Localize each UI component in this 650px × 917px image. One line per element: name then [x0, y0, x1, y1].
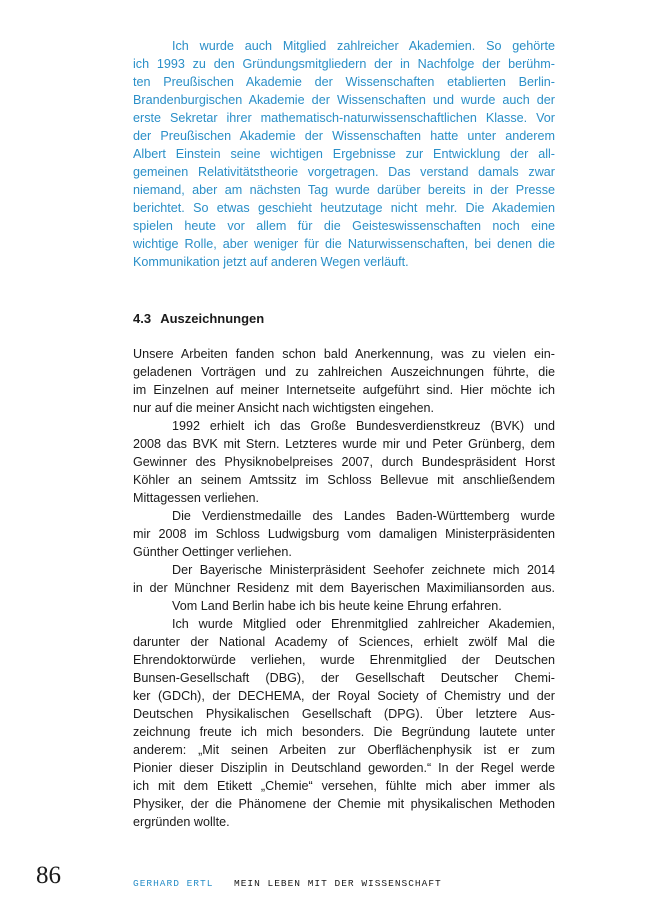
body-line: Gewinner des Physiknobelpreises 2007, durch Bundespräsident Horst — [133, 455, 555, 469]
quote-line: Brandenburgischen Akademie der Wissenschaften und wurde auch der — [133, 93, 555, 107]
quote-line: ich 1993 zu den Gründungsmitgliedern der in Nachfolge der berühm- — [133, 57, 555, 71]
body-line: anderem: „Mit seinen Arbeiten zur Oberflächenphysik ist er zum — [133, 743, 555, 757]
body-line: Ehrendoktorwürde verliehen, wurde Ehrenmitglied der Deutschen — [133, 653, 555, 667]
quote-line: gemeinen Relativitätstheorie vorgetragen. Das verstand damals zwar — [133, 165, 555, 179]
quote-line: spielen heute vor allem für die Geisteswissenschaften noch eine — [133, 219, 555, 233]
quote-line: niemand, aber am nächsten Tag wurde darüber bereits in der Presse — [133, 183, 555, 197]
body-line: Deutschen Physikalischen Gesellschaft (DPG). Über letztere Aus- — [133, 707, 555, 721]
quote-line: Ich wurde auch Mitglied zahlreicher Akademien. So gehörte — [172, 39, 555, 53]
page-number: 86 — [36, 862, 61, 889]
body-line: geladenen Vorträgen und zu zahlreichen Auszeichnungen führte, die — [133, 365, 555, 379]
quote-line: ten Preußischen Akademie der Wissenschaften etablierten Berlin- — [133, 75, 555, 89]
body-line: ker (GDCh), der DECHEMA, der Royal Society of Chemistry und der — [133, 689, 555, 703]
running-footer-title: MEIN LEBEN MIT DER WISSENSCHAFT — [234, 878, 442, 889]
body-line: ich mit dem Etikett „Chemie“ versehen, fühlte mich aber immer als — [133, 779, 555, 793]
body-line: Vom Land Berlin habe ich bis heute keine Ehrung erfahren. — [172, 599, 502, 613]
body-line: in der Münchner Residenz mit dem Bayerischen Maximiliansorden aus. — [133, 581, 555, 595]
quote-line: der Preußischen Akademie der Wissenschaften hatte unter anderem — [133, 129, 555, 143]
body-line: zeichnung freute ich mich besonders. Die Begründung lautete unter — [133, 725, 555, 739]
section-number: 4.3 — [133, 311, 152, 326]
body-line: Unsere Arbeiten fanden schon bald Anerkennung, was zu vielen ein- — [133, 347, 555, 361]
body-line: Köhler an seinem Amtssitz im Schloss Bellevue mit anschließendem — [133, 473, 555, 487]
body-line: Physiker, der die Phänomene der Chemie mit physikalischen Methoden — [133, 797, 555, 811]
body-line: ergründen wollte. — [133, 815, 230, 829]
running-footer-author: GERHARD ERTL — [133, 878, 214, 889]
body-line: Pionier dieser Disziplin in Deutschland geworden.“ In der Regel werde — [133, 761, 555, 775]
quote-line: berichtet. So etwas geschieht heutzutage nicht mehr. Die Akademien — [133, 201, 555, 215]
body-line: Der Bayerische Ministerpräsident Seehofer zeichnete mich 2014 — [172, 563, 555, 577]
quote-line: wichtige Rolle, aber weniger für die Naturwissenschaften, bei denen die — [133, 237, 555, 251]
body-line: Bunsen-Gesellschaft (DBG), der Gesellschaft Deutscher Chemi- — [133, 671, 555, 685]
body-line: Die Verdienstmedaille des Landes Baden-Württemberg wurde — [172, 509, 555, 523]
section-heading — [133, 310, 264, 328]
body-line: darunter der National Academy of Sciences, erhielt zwölf Mal die — [133, 635, 555, 649]
quote-line: Kommunikation jetzt auf anderen Wegen verläuft. — [133, 255, 409, 269]
body-line: Mittagessen verliehen. — [133, 491, 260, 505]
quote-line: Albert Einstein seine wichtigen Ergebnisse zur Entwicklung der all- — [133, 147, 555, 161]
body-line: 1992 erhielt ich das Große Bundesverdienstkreuz (BVK) und — [172, 419, 555, 433]
quote-line: erste Sekretar ihrer mathematisch-naturwissenschaftlichen Klasse. Vor — [133, 111, 555, 125]
body-line: nur auf die meiner Ansicht nach wichtigsten eingehen. — [133, 401, 435, 415]
body-line: mir 2008 im Schloss Ludwigsburg vom damaligen Ministerpräsidenten — [133, 527, 555, 541]
body-line: im Einzelnen auf meiner Internetseite aufgeführt sind. Hier möchte ich — [133, 383, 555, 397]
body-line: Günther Oettinger verliehen. — [133, 545, 292, 559]
section-title: Auszeichnungen — [160, 311, 265, 326]
body-line: Ich wurde Mitglied oder Ehrenmitglied zahlreicher Akademien, — [172, 617, 555, 631]
body-line: 2008 das BVK mit Stern. Letzteres wurde mir und Peter Grünberg, dem — [133, 437, 555, 451]
